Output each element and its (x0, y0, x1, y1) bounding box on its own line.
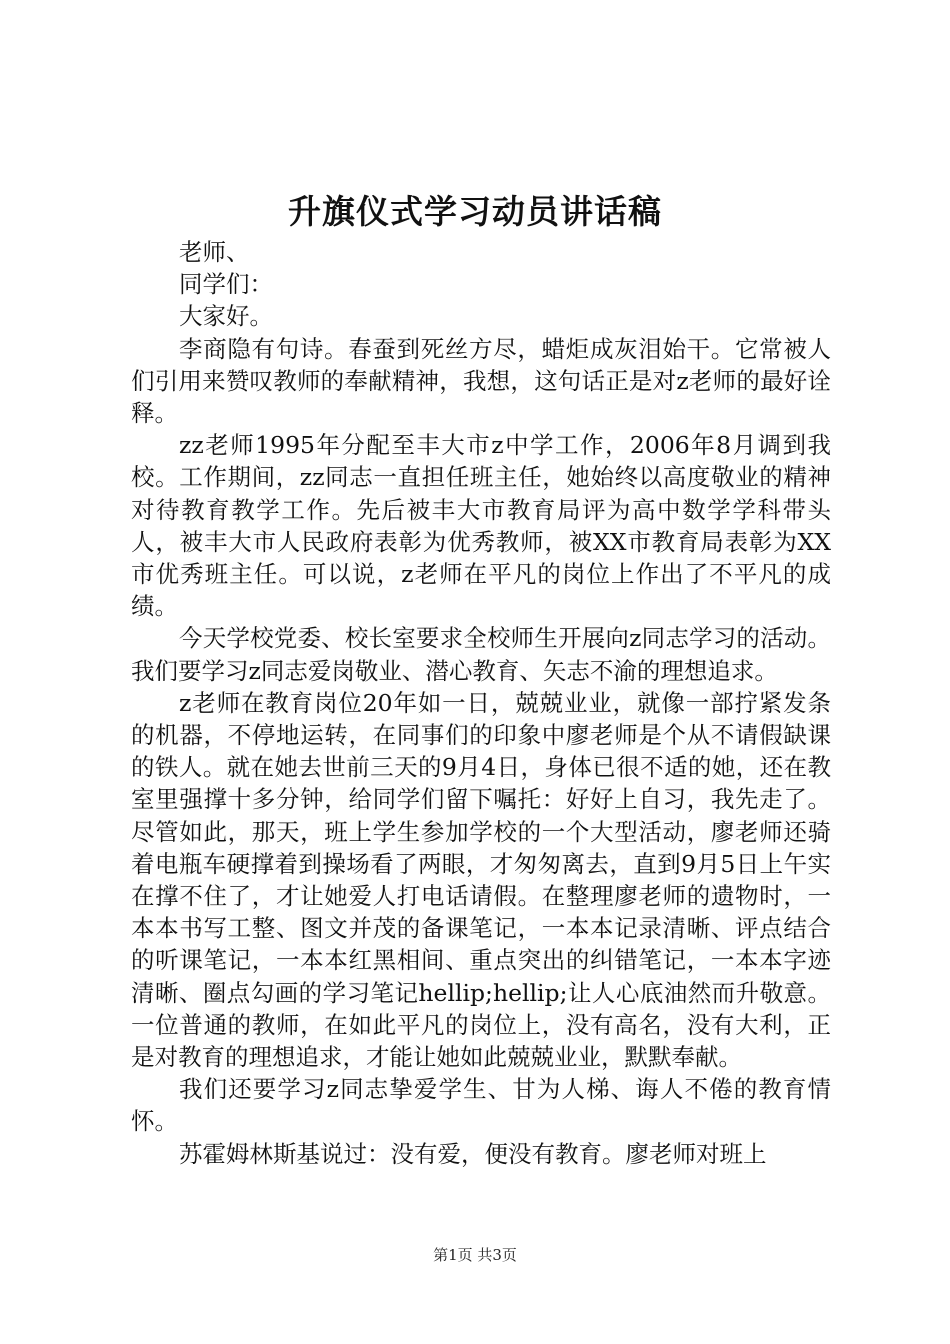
body-paragraph: zz老师1995年分配至丰大市z中学工作，2006年8月调到我校。工作期间，zz同志一直担任班主任，她始终以高度敬业的精神对待教育教学工作。先后被丰大市教育局评为高中数学学科带头人，被丰大市人民政府表彰为优秀教师，被XX市教育局表彰为XX市优秀班主任。可以说，z老师在平凡的岗位上作出了不平凡的成绩。 (131, 431, 831, 621)
document-body (131, 236, 831, 1170)
body-paragraph: 我们还要学习z同志挚爱学生、甘为人梯、诲人不倦的教育情怀。 (131, 1075, 831, 1136)
greeting-line: 大家好。 (179, 302, 273, 331)
document-title: 升旗仪式学习动员讲话稿 (288, 192, 662, 231)
body-paragraph: 今天学校党委、校长室要求全校师生开展向z同志学习的活动。我们要学习z同志爱岗敬业、潜心教育、矢志不渝的理想追求。 (131, 624, 831, 685)
salutation-line: 同学们： (179, 270, 273, 299)
body-paragraph: 李商隐有句诗。春蚕到死丝方尽，蜡炬成灰泪始干。它常被人们引用来赞叹教师的奉献精神，我想，这句话正是对z老师的最好诠释。 (131, 334, 831, 428)
salutation-line: 老师、 (179, 238, 250, 266)
body-paragraph: z老师在教育岗位20年如一日，兢兢业业，就像一部拧紧发条的机器，不停地运转，在同事们的印象中廖老师是个从不请假缺课的铁人。就在她去世前三天的9月4日，身体已很不适的她，还在教室里强撑十多分钟，给同学们留下嘱托：好好上自习，我先走了。尽管如此，那天，班上学生参加学校的一个大型活动，廖老师还骑着电瓶车硬撑着到操场看了两眼，才匆匆离去，直到9月5日上午实在撑不住了，才让她爱人打电话请假。在整理廖老师的遗物时，一本本书写工整、图文并茂的备课笔记，一本本记录清晰、评点结合的听课笔记，一本本红黑相间、重点突出的纠错笔记，一本本字迹清晰、圈点勾画的学习笔记hellip;hellip;让人心底油然而升敬意。一位普通的教师，在如此平凡的岗位上，没有高名，没有大利，正是对教育的理想追求，才能让她如此兢兢业业，默默奉献。 (131, 688, 831, 1072)
body-paragraph: 苏霍姆林斯基说过：没有爱，便没有教育。廖老师对班上 (179, 1139, 767, 1168)
page-footer: 第1页 共3页 (433, 1246, 517, 1264)
